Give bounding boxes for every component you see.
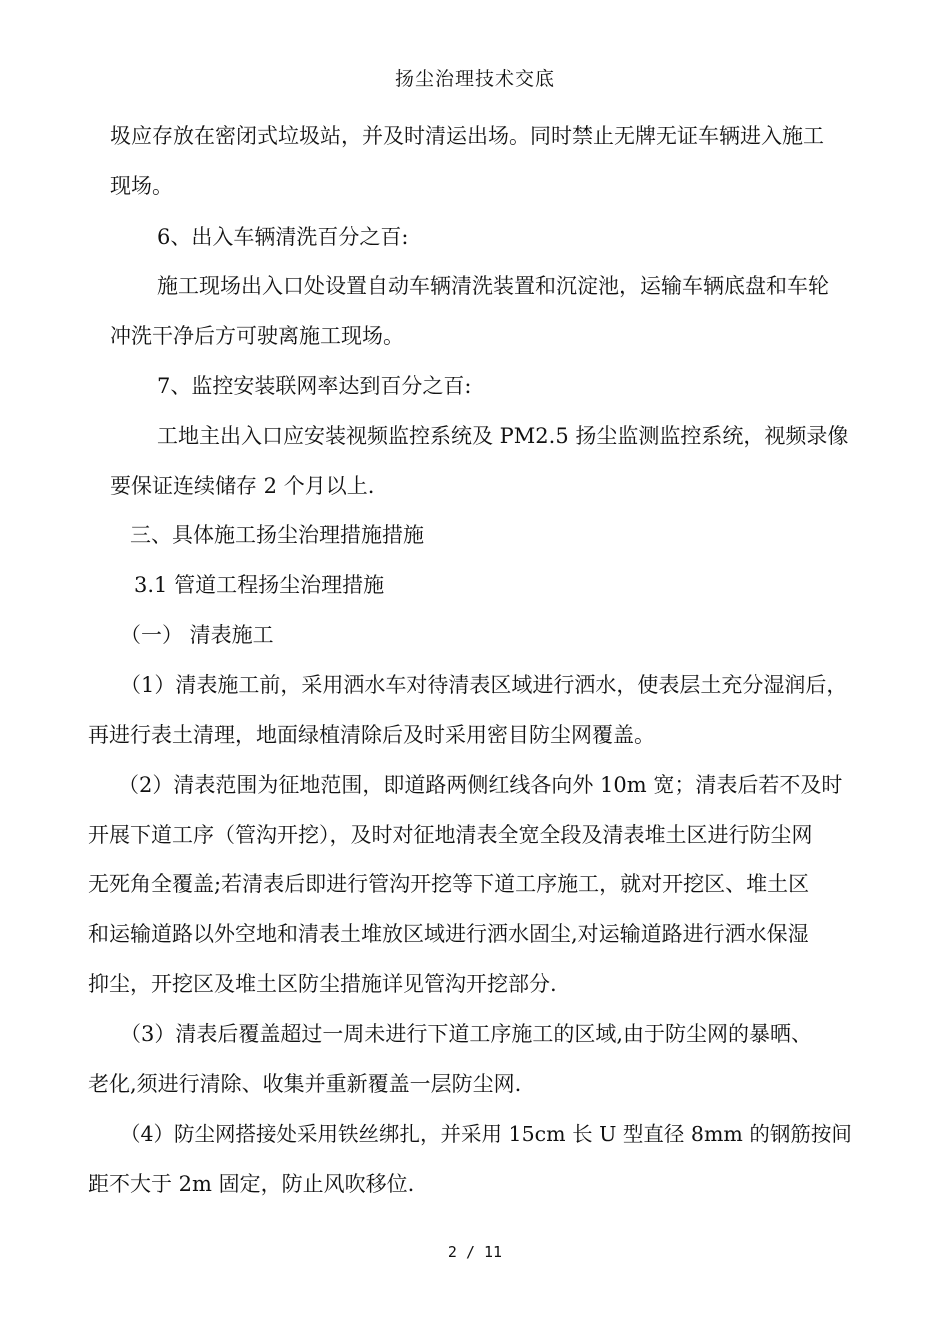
body-line: （2）清表范围为征地范围，即道路两侧红线各向外 10m 宽；清表后若不及时 bbox=[118, 773, 843, 797]
subsection-heading: 3.1 管道工程扬尘治理措施 bbox=[134, 573, 385, 597]
body-line: 冲洗干净后方可驶离施工现场。 bbox=[110, 324, 404, 348]
page-number: 2 / 11 bbox=[447, 1243, 503, 1261]
page-header-title: 扬尘治理技术交底 bbox=[394, 68, 555, 90]
body-line: 现场。 bbox=[110, 174, 173, 198]
body-line: 无死角全覆盖;若清表后即进行管沟开挖等下道工序施工，就对开挖区、堆土区 bbox=[88, 872, 810, 896]
chapter-heading: 三、具体施工扬尘治理措施措施 bbox=[130, 523, 424, 547]
body-line: 和运输道路以外空地和清表土堆放区域进行洒水固尘,对运输道路进行洒水保湿 bbox=[88, 922, 809, 946]
body-line: 再进行表土清理，地面绿植清除后及时采用密目防尘网覆盖。 bbox=[88, 723, 655, 747]
section-heading-6: 6、出入车辆清洗百分之百: bbox=[157, 225, 409, 249]
body-line: 距不大于 2m 固定，防止风吹移位. bbox=[88, 1172, 415, 1196]
body-line: 抑尘，开挖区及堆土区防尘措施详见管沟开挖部分. bbox=[88, 972, 557, 996]
section-heading-7: 7、监控安装联网率达到百分之百: bbox=[157, 374, 472, 398]
body-line: 要保证连续储存 2 个月以上. bbox=[110, 474, 375, 498]
body-line: （1）清表施工前，采用洒水车对待清表区域进行洒水，使表层土充分湿润后， bbox=[120, 673, 848, 697]
body-line: （4）防尘网搭接处采用铁丝绑扎，并采用 15cm 长 U 型直径 8mm 的钢筋按间 bbox=[120, 1122, 852, 1146]
body-line: （3）清表后覆盖超过一周未进行下道工序施工的区域,由于防尘网的暴晒、 bbox=[120, 1022, 813, 1046]
body-line: 圾应存放在密闭式垃圾站，并及时清运出场。同时禁止无牌无证车辆进入施工 bbox=[110, 124, 824, 148]
body-line: 开展下道工序（管沟开挖），及时对征地清表全宽全段及清表堆土区进行防尘网 bbox=[88, 823, 813, 847]
body-line: 施工现场出入口处设置自动车辆清洗装置和沉淀池，运输车辆底盘和车轮 bbox=[157, 274, 829, 298]
body-line: 工地主出入口应安装视频监控系统及 PM2.5 扬尘监测监控系统，视频录像 bbox=[157, 424, 849, 448]
body-line: 老化,须进行清除、收集并重新覆盖一层防尘网. bbox=[88, 1072, 522, 1096]
subsection-heading: （一） 清表施工 bbox=[120, 623, 274, 647]
